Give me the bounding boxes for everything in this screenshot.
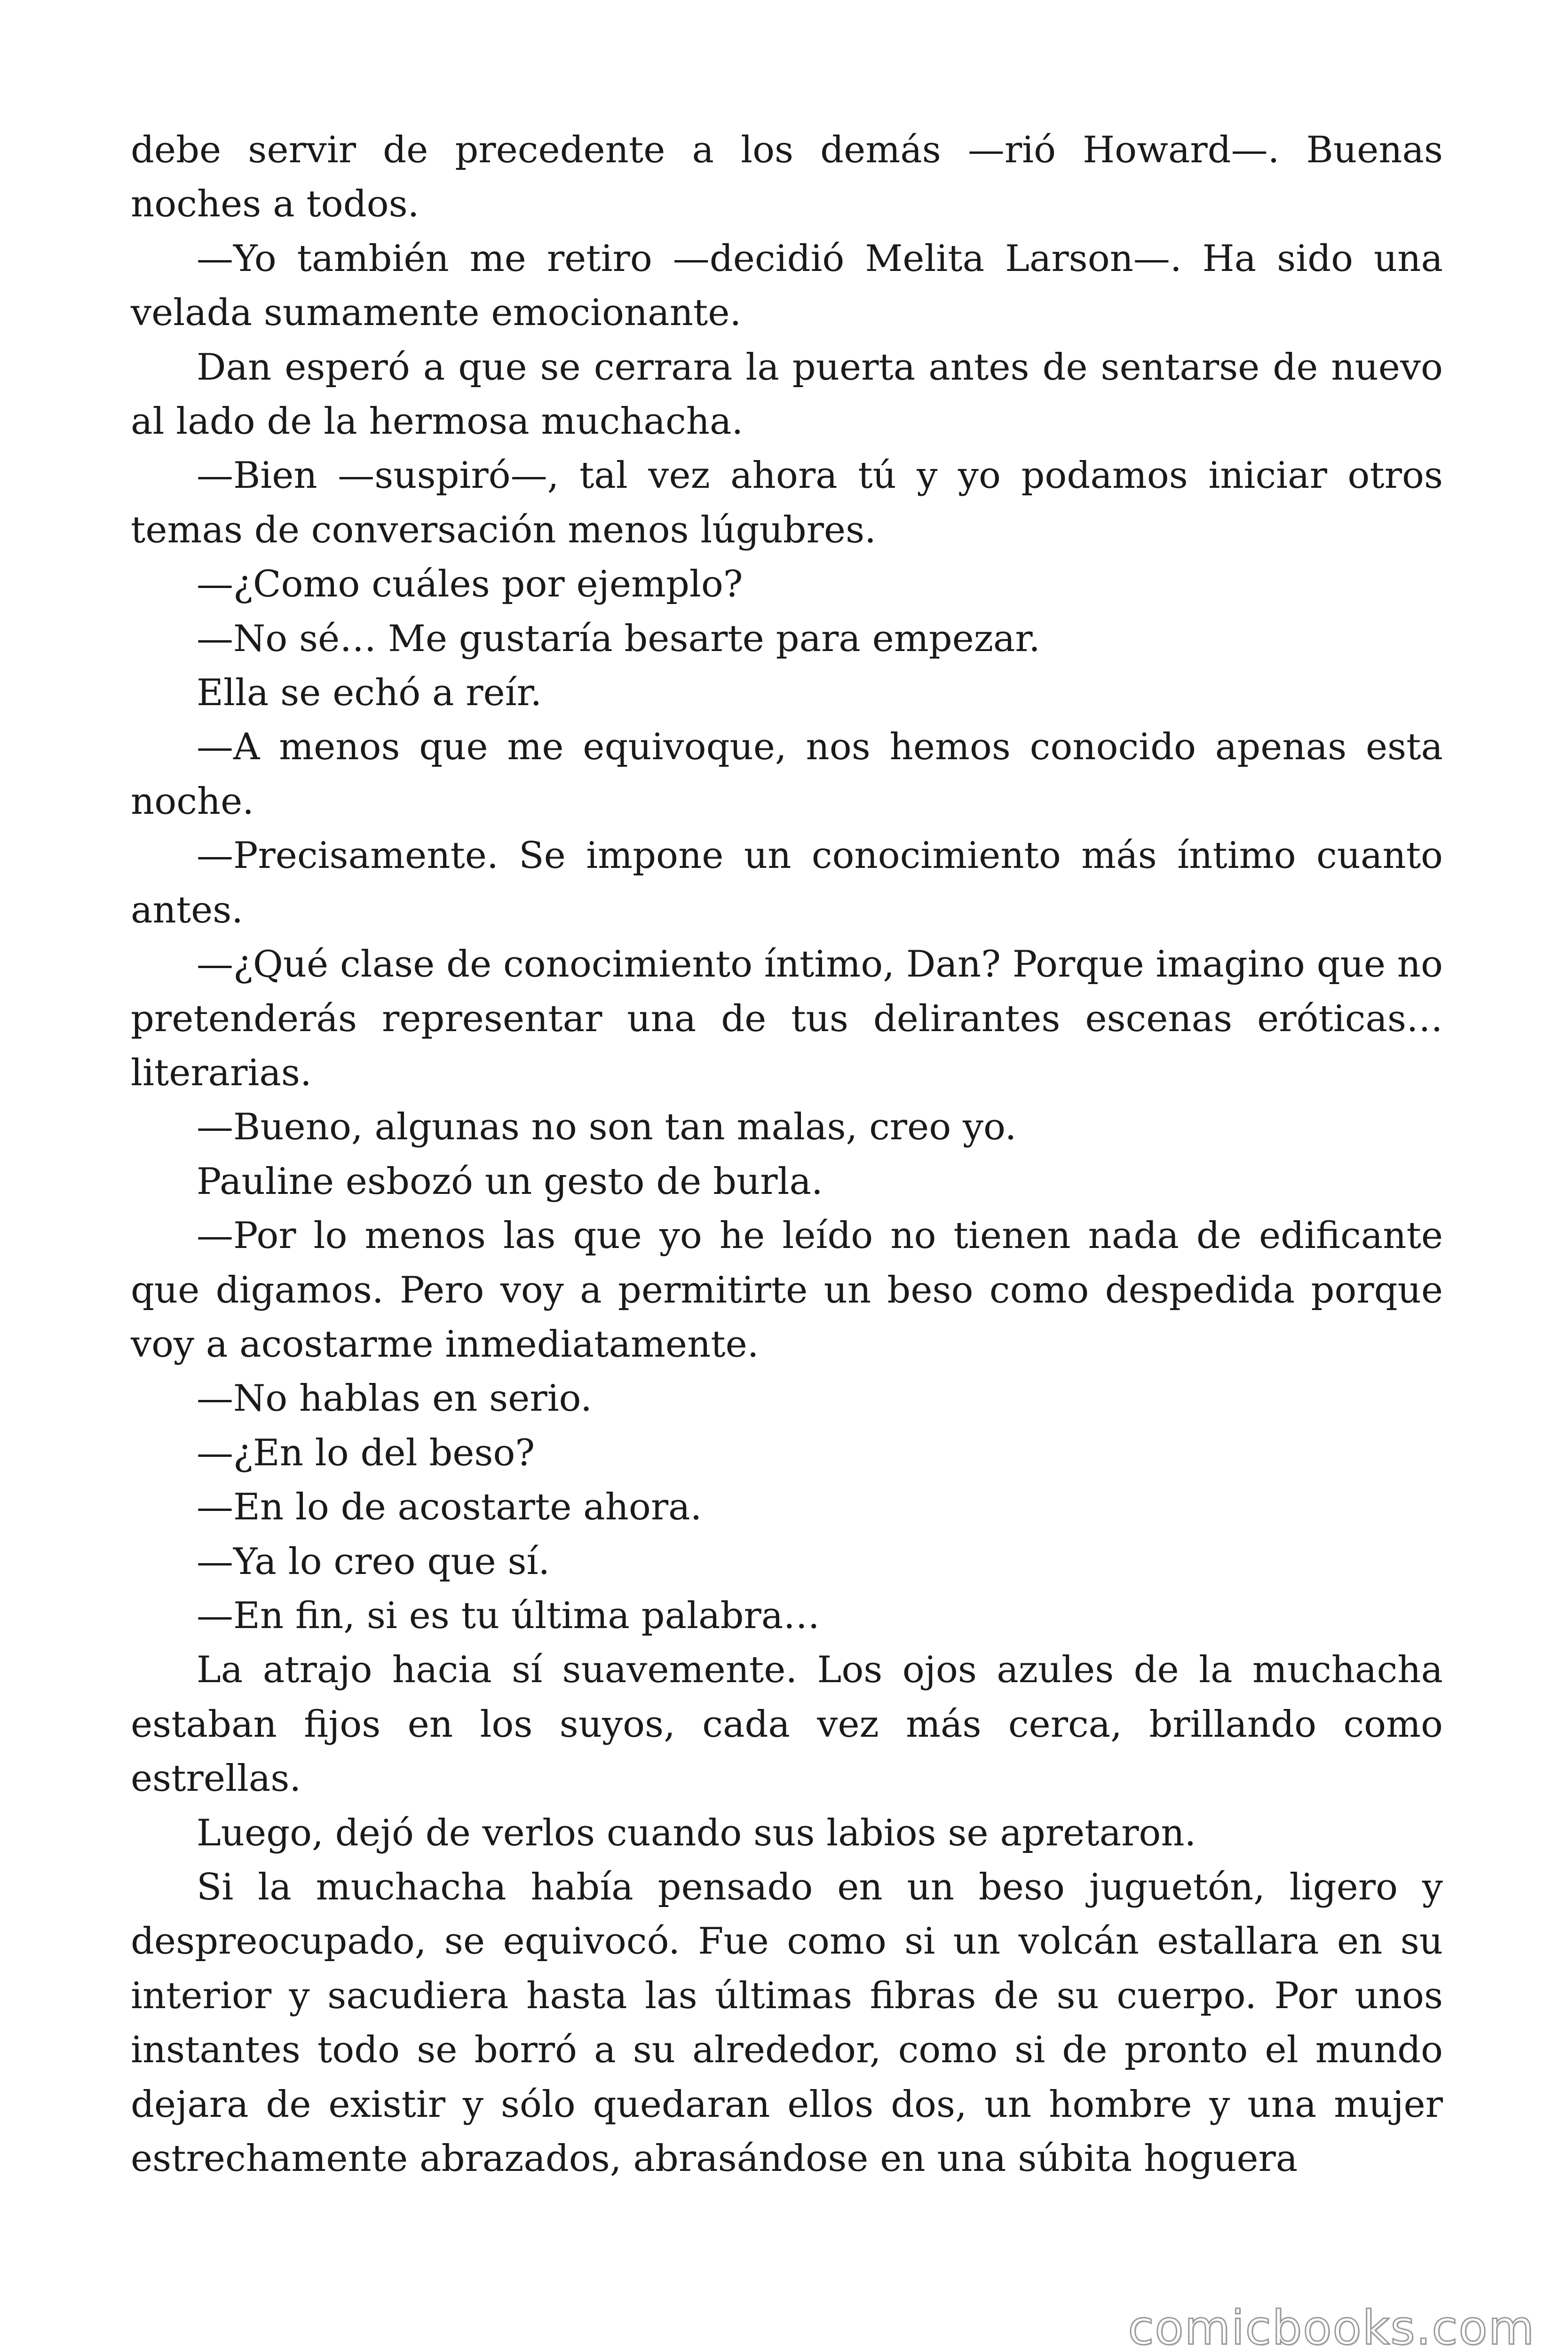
paragraph: —¿Como cuáles por ejemplo? (197, 563, 743, 606)
paragraph: —¿En lo del beso? (197, 1431, 535, 1474)
paragraph: —Ya lo creo que sí. (197, 1540, 550, 1583)
paragraph: —No hablas en serio. (197, 1377, 592, 1420)
paragraph: —Bien —suspiró—, tal vez ahora tú y yo podamos iniciar otros temas de conversación menos lúgubres. (131, 454, 1443, 551)
paragraph: —Precisamente. Se impone un conocimiento más íntimo cuanto antes. (131, 834, 1443, 931)
paragraph: —Por lo menos las que yo he leído no tienen nada de edificante que digamos. Pero voy a permitirte un beso como despedida porque voy a acostarme inmediatamente. (131, 1215, 1443, 1366)
paragraph: —¿Qué clase de conocimiento íntimo, Dan? Porque imagino que no pretenderás representar una de tus delirantes escenas eróticas… literarias. (131, 943, 1443, 1094)
paragraph: Luego, dejó de verlos cuando sus labios se apretaron. (197, 1812, 1196, 1854)
paragraph: debe servir de precedente a los demás —rió Howard—. Buenas noches a todos. (131, 129, 1443, 226)
paragraph: —A menos que me equivoque, nos hemos conocido apenas esta noche. (131, 726, 1443, 823)
watermark: comicbooks.com (1128, 2300, 1535, 2352)
paragraph: Ella se echó a reír. (197, 672, 542, 715)
paragraph: —Yo también me retiro —decidió Melita Larson—. Ha sido una velada sumamente emocionante. (131, 237, 1443, 334)
paragraph: Si la muchacha había pensado en un beso juguetón, ligero y despreocupado, se equivocó. Fue como si un volcán estallara en su interior y sacudiera hasta las últimas fibras de su cuerpo. Por unos instantes todo se borró a su alrededor, como si de pronto el mundo dejara de existir y sólo quedaran ellos dos, un hombre y una mujer estrechamente abrazados, abrasándose en una súbita hoguera (131, 1866, 1443, 2180)
paragraph: —En fin, si es tu última palabra… (197, 1594, 820, 1637)
paragraph: La atrajo hacia sí suavemente. Los ojos azules de la muchacha estaban fijos en los suyos, cada vez más cerca, brillando como estrellas. (131, 1649, 1443, 1800)
paragraph: —No sé… Me gustaría besarte para empezar. (197, 617, 1040, 660)
paragraph: —Bueno, algunas no son tan malas, creo yo. (197, 1106, 1017, 1149)
body-text (131, 123, 1443, 2186)
paragraph: —En lo de acostarte ahora. (197, 1486, 702, 1529)
paragraph: Dan esperó a que se cerrara la puerta antes de sentarse de nuevo al lado de la hermosa muchacha. (131, 346, 1443, 443)
paragraph: Pauline esbozó un gesto de burla. (197, 1160, 823, 1203)
